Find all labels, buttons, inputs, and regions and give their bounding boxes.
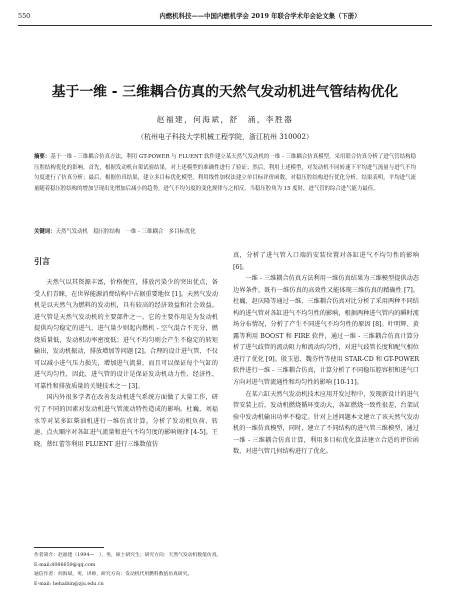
right-column bbox=[233, 250, 419, 458]
paragraph: 国内外很多学者在改善发动机进气系统方面做了大量工作，研究了不同的因素对发动机进气管流动特性造成的影响。杜巍、刘福水等对某多缸柴油机进行一维仿真计算，分析了发动机负荷、转速、点火顺序对各缸进气流量和进气不均匀度的影响规律 [4-5]。王晓、蔡红蕾等利用 FLUENT 进行三维数值仿 bbox=[34, 394, 218, 448]
running-header bbox=[18, 10, 432, 22]
footnote: 通信作者：何海斌，男，讲师，研究方向：发动机代用燃料数值仿真研究。 bbox=[34, 572, 193, 577]
footnote: E-mail: hehaibin@zju.edu.cn bbox=[34, 581, 104, 587]
abstract bbox=[34, 152, 416, 194]
running-title: 内燃机科技——中国内燃机学会 2019 年联合学术年会论文集（下册） bbox=[159, 12, 361, 20]
footnote: 作者简介：赵福建（1994— ），男，硕士研究生；研究方向：天然气发动机数值仿真。 bbox=[34, 553, 222, 558]
keywords-text: 天然气发动机 稳压腔结构 一维 - 三维耦合 多目标优化 bbox=[55, 229, 196, 235]
keywords bbox=[34, 227, 416, 237]
article-affiliation: （杭州电子科技大学机械工程学院，浙江杭州 310002） bbox=[137, 133, 313, 141]
keywords-label: 关键词： bbox=[34, 229, 56, 235]
paragraph: 一维 - 三维耦合仿真方法利用一维仿真结果为三维模型提供动态边界条件，既有一维仿真的高效性又能体现三维仿真的精确性 [7]。杜巍、赵庆隆等通过一维、三维耦合仿真对比分析了采用两种不同结构的进气管对各缸进气不均匀性的影响，根据两种进气管内的瞬时流场分布情况，分析了产生不同进气不均匀性的原因 [8]。叶明辉、黄露等利用 BOOST 和 FIRE 软件，通过一维 - 三维耦合仿真计算分析了进气歧管的流动阻力和流动均匀性，对进气歧管长度和配气相位进行了优化 [9]。殷玉恩、魏芬竹等使用 STAR-CD 和 GT-POWER 软件进行一维 - 三维耦合仿真，计算分析了不同稳压腔容积和进气口方向对进气管流通性和均匀性的影响 [10-11]。 bbox=[233, 275, 419, 387]
section-heading-intro: 引言 bbox=[34, 257, 50, 266]
paragraph: 真，分析了进气管入口端的安装位置对各缸进气不均匀性的影响 [6]。 bbox=[233, 252, 419, 271]
header-rule bbox=[18, 25, 432, 26]
page-number: 550 bbox=[18, 12, 31, 20]
abstract-text: 基于一维 - 三维耦合仿真方法，利用 GT-POWER 与 FLUENT 软件建立某天然气发动机的一维 - 三维耦合仿真模型，采用联合仿真分析了进气管结构稳压腔结构优化的影响。首先，根据发动机台架试验结果，对上述模型的准确性进行了验证；然后，利用上述模型，对发动机不同转速下平均进气流量与进气不均匀度进行了仿真分析；最后，根据仿真结果，建立多目标优化模型，利用线性加权法建立单目标评价函数，对稳压腔结构进行优化分析，结果表明，平均进气流量随着稳压腔结构的增加呈现出先增加后减小的趋势，进气不均匀度的变化规律与之相反，当稳压腔角为 15 度时，进气管的综合进气能力最佳。 bbox=[34, 154, 416, 192]
paragraph: 天然气以其资源丰富，价格便宜，排放污染少的突出优点，备受人们青睐，在世界能源消费结构中占据重要地位 [1]。天然气发动机是以天然气为燃料的发动机，具有较高的经济效益和社会效益。进气管是天然气发动机的主要部件之一。它的主要作用是为发动机提供均匀稳定的进气，进气量少则起内燃机 - 空气混合不充分，燃烧质量低，发动机动率密度低；进气不均匀则会产生不稳定的转矩输出，发动机振动，排放增加等问题 [2]。合理的设计进气管，不仅可以减小进气压力损失，增加进气流量，而且可以保证每个气缸的进气均匀性，因此，进气管的设计是保证发动机动力性、经济性、可靠性和排放质量的关键技术之一 [3]。 bbox=[34, 279, 218, 390]
footnote-rule bbox=[34, 547, 104, 548]
left-column bbox=[34, 250, 218, 450]
article-authors: 赵福建，何海斌，舒 涌，李胜器 bbox=[156, 115, 294, 124]
article-title: 基于一维 - 三维耦合仿真的天然气发动机进气管结构优化 bbox=[51, 84, 399, 100]
footnotes bbox=[34, 551, 224, 589]
abstract-label: 摘要： bbox=[34, 154, 51, 160]
paragraph: 在某六缸天然气发动机技术应用开发过程中，发现新设计的进气管安装上后，发动机燃烧循环变动大，各缸燃烧一致性很差，台架试验中发动机输出功率不稳定。针对上述问题本文建立了该天然气发动机的一维仿真模型，同时，建立了不同结构的进气管三维模型，通过一维 - 三维耦合仿真计算，利用多目标优化算法建立合适的评价函数，对进气管几何结构进行了优化。 bbox=[233, 390, 419, 456]
footnote: E-mail:8086659@qq.com bbox=[34, 562, 96, 568]
